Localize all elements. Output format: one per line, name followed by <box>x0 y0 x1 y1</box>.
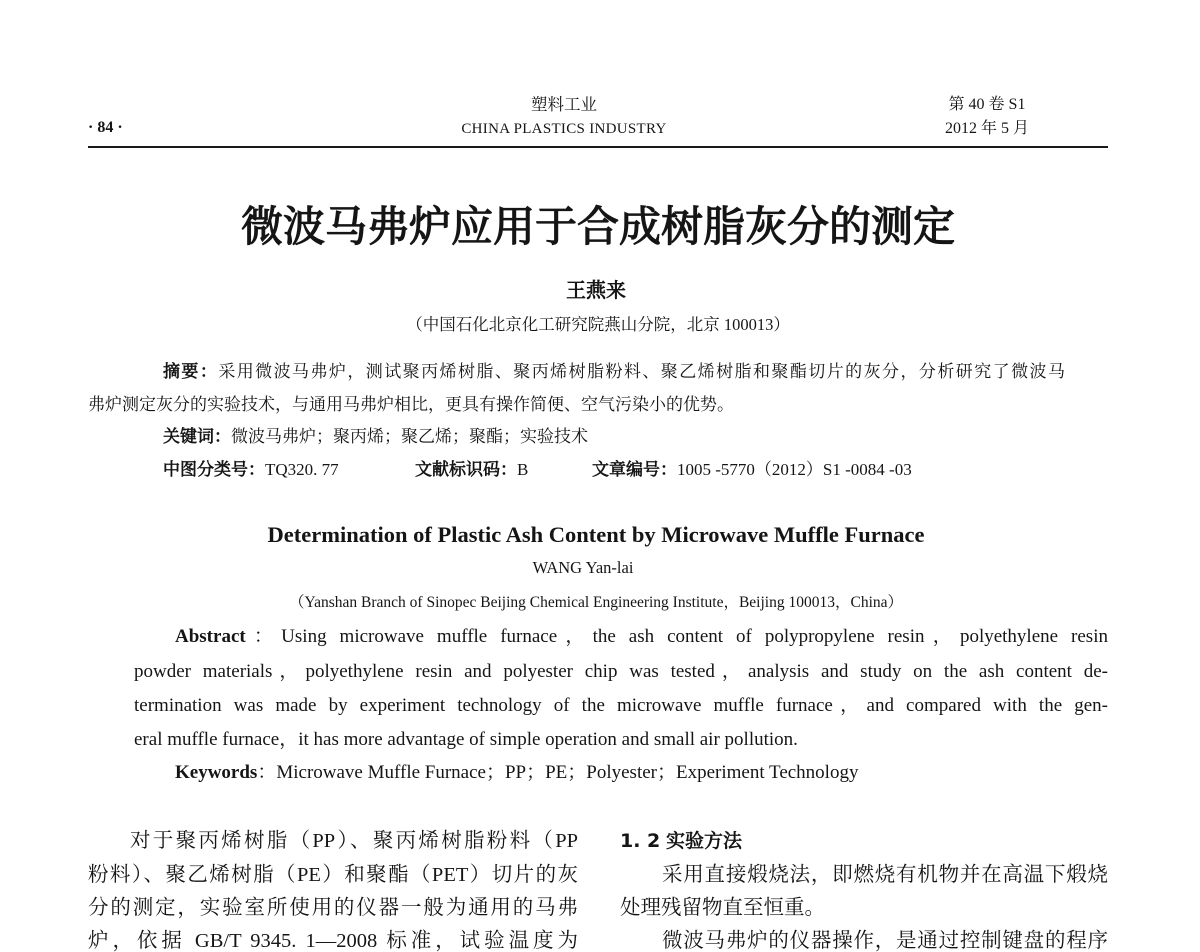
document-code-value: B <box>517 460 529 479</box>
document-code-label: 文献标识码： <box>415 460 517 480</box>
affiliation-en: （Yanshan Branch of Sinopec Beijing Chemical Engineering Institute，Beijing 100013，China） <box>288 594 904 611</box>
abstract-cn-text: 采用微波马弗炉，测试聚丙烯树脂、聚丙烯树脂粉料、聚乙烯树脂和聚酯切片的灰分，分析研究了微波马 <box>218 362 1065 381</box>
publication-date: 2012 年 5 月 <box>944 120 1029 137</box>
author-en: WANG Yan-lai <box>532 558 634 577</box>
body-text-line: 粉料）、聚乙烯树脂（PE）和聚酯（PET）切片的灰 <box>88 864 578 886</box>
body-text-line: 分的测定，实验室所使用的仪器一般为通用的马弗 <box>88 897 578 919</box>
article-number-label: 文章编号： <box>592 460 677 480</box>
abstract-en-line: powder materials，polyethylene resin and polyester chip was tested，analysis and study on the ash content de- <box>134 661 1108 682</box>
volume-issue: 第 40 卷 S1 <box>948 96 1026 113</box>
body-text-line: 炉，依据 GB/T 9345. 1—2008 标准，试验温度为 <box>88 930 578 952</box>
section-title: 实验方法 <box>666 830 743 852</box>
author-cn: 王燕来 <box>566 278 626 302</box>
paper-title-en: Determination of Plastic Ash Content by Microwave Muffle Furnace <box>267 522 925 547</box>
abstract-cn-line: 弗炉测定灰分的实验技术，与通用马弗炉相比，更具有操作简便、空气污染小的优势。 <box>88 395 734 414</box>
section-number: 1. 2 <box>620 830 661 852</box>
clc-value: TQ320. 77 <box>265 460 339 479</box>
body-text-line: 处理残留物直至恒重。 <box>620 897 825 919</box>
journal-name-cn: 塑料工业 <box>531 95 597 114</box>
document-code <box>415 459 528 481</box>
abstract-cn-line <box>163 361 1065 383</box>
article-number <box>592 459 912 481</box>
keywords-en <box>175 761 858 785</box>
page-number: · 84 · <box>88 119 123 136</box>
article-number-value: 1005 -5770（2012）S1 -0084 -03 <box>677 460 912 479</box>
abstract-en-line <box>175 625 1108 649</box>
keywords-cn-text: 微波马弗炉；聚丙烯；聚乙烯；聚酯；实验技术 <box>231 427 588 446</box>
keywords-en-label: Keywords <box>175 762 258 783</box>
abstract-en-line: eral muffle furnace，it has more advantage of simple operation and small air pollution. <box>134 729 798 750</box>
abstract-cn-label: 摘要： <box>163 362 219 382</box>
abstract-en-line: termination was made by experiment technology of the microwave muffle furnace，and compared with the gen- <box>134 695 1108 716</box>
keywords-en-text: Microwave Muffle Furnace；PP；PE；Polyester；Experiment Technology <box>276 762 859 783</box>
keywords-en-separator: ： <box>257 762 277 783</box>
keywords-cn <box>163 426 588 448</box>
journal-name-en: CHINA PLASTICS INDUSTRY <box>461 121 667 137</box>
body-text-line: 对于聚丙烯树脂（PP）、聚丙烯树脂粉料（PP <box>130 830 578 852</box>
clc-label: 中图分类号： <box>163 460 265 480</box>
abstract-en-separator: ： <box>245 626 282 647</box>
abstract-en-label: Abstract <box>175 626 246 647</box>
body-text-line: 微波马弗炉的仪器操作，是通过控制键盘的程序 <box>662 930 1108 952</box>
keywords-cn-label: 关键词： <box>163 427 231 447</box>
paper-title-cn: 微波马弗炉应用于合成树脂灰分的测定 <box>240 205 955 251</box>
clc-number <box>163 459 339 481</box>
affiliation-cn: （中国石化北京化工研究院燕山分院，北京 100013） <box>406 315 790 334</box>
body-text-line: 采用直接煅烧法，即燃烧有机物并在高温下煅烧 <box>662 864 1108 886</box>
header-rule <box>88 146 1108 148</box>
abstract-en-text: Using microwave muffle furnace，the ash content of polypropylene resin，polyethylene resin <box>281 626 1108 647</box>
section-heading <box>620 830 742 852</box>
